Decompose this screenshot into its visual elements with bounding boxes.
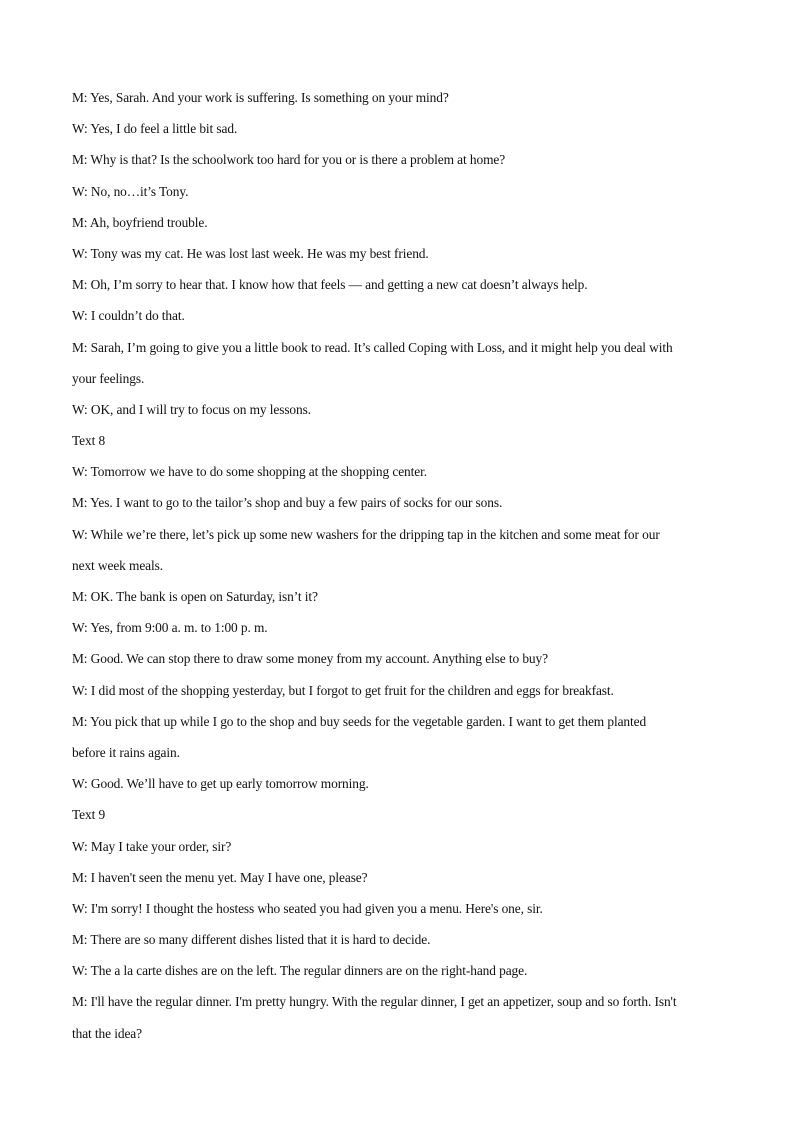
dialogue-line: W: I couldn’t do that.: [72, 308, 185, 324]
dialogue-line: W: Yes, I do feel a little bit sad.: [72, 121, 238, 137]
dialogue-line: M: You pick that up while I go to the shop and buy seeds for the vegetable garden. I want to get them planted: [72, 713, 647, 729]
dialogue-line-continuation: that the idea?: [72, 1025, 142, 1041]
dialogue-line: W: Yes, from 9:00 a. m. to 1:00 p. m.: [72, 620, 268, 636]
dialogue-line: W: May I take your order, sir?: [72, 838, 232, 854]
dialogue-line: W: While we’re there, let’s pick up some new washers for the dripping tap in the kitchen and some meat for our: [72, 526, 660, 542]
dialogue-line: W: Tomorrow we have to do some shopping at the shopping center.: [72, 464, 427, 480]
dialogue-line: W: Tony was my cat. He was lost last week. He was my best friend.: [72, 245, 429, 261]
dialogue-line: W: OK, and I will try to focus on my lessons.: [72, 401, 311, 417]
dialogue-line: M: Yes, Sarah. And your work is suffering. Is something on your mind?: [72, 90, 449, 105]
dialogue-line: M: I'll have the regular dinner. I'm pretty hungry. With the regular dinner, I get an appetizer, soup and so forth. Isn't: [72, 994, 677, 1010]
dialogue-line-continuation: before it rains again.: [72, 744, 180, 760]
dialogue-line-continuation: next week meals.: [72, 557, 163, 573]
dialogue-line: M: Good. We can stop there to draw some money from my account. Anything else to buy?: [72, 651, 548, 667]
dialogue-line: M: There are so many different dishes listed that it is hard to decide.: [72, 932, 431, 948]
dialogue-line: W: Good. We’ll have to get up early tomorrow morning.: [72, 776, 369, 792]
dialogue-line: W: No, no…it’s Tony.: [72, 183, 189, 199]
dialogue-line: W: I'm sorry! I thought the hostess who seated you had given you a menu. Here's one, sir.: [72, 900, 543, 916]
dialogue-line: M: I haven't seen the menu yet. May I have one, please?: [72, 869, 368, 885]
dialogue-line-continuation: your feelings.: [72, 370, 145, 386]
dialogue-line: W: I did most of the shopping yesterday, but I forgot to get fruit for the children and eggs for breakfast.: [72, 682, 614, 698]
dialogue-line: M: Yes. I want to go to the tailor’s shop and buy a few pairs of socks for our sons.: [72, 495, 503, 511]
dialogue-line: M: Sarah, I’m going to give you a little book to read. It’s called Coping with Loss, and it might help you deal with: [72, 339, 673, 355]
dialogue-line: M: Oh, I’m sorry to hear that. I know how that feels — and getting a new cat doesn’t always help.: [72, 277, 588, 293]
dialogue-line: W: The a la carte dishes are on the left. The regular dinners are on the right-hand page.: [72, 963, 528, 979]
section-heading-text-8: Text 8: [72, 433, 106, 449]
dialogue-line: M: Ah, boyfriend trouble.: [72, 214, 208, 230]
section-heading-text-9: Text 9: [72, 807, 106, 823]
dialogue-line: M: OK. The bank is open on Saturday, isn’t it?: [72, 589, 318, 604]
dialogue-transcript: [72, 82, 722, 1049]
dialogue-line: M: Why is that? Is the schoolwork too hard for you or is there a problem at home?: [72, 152, 506, 168]
